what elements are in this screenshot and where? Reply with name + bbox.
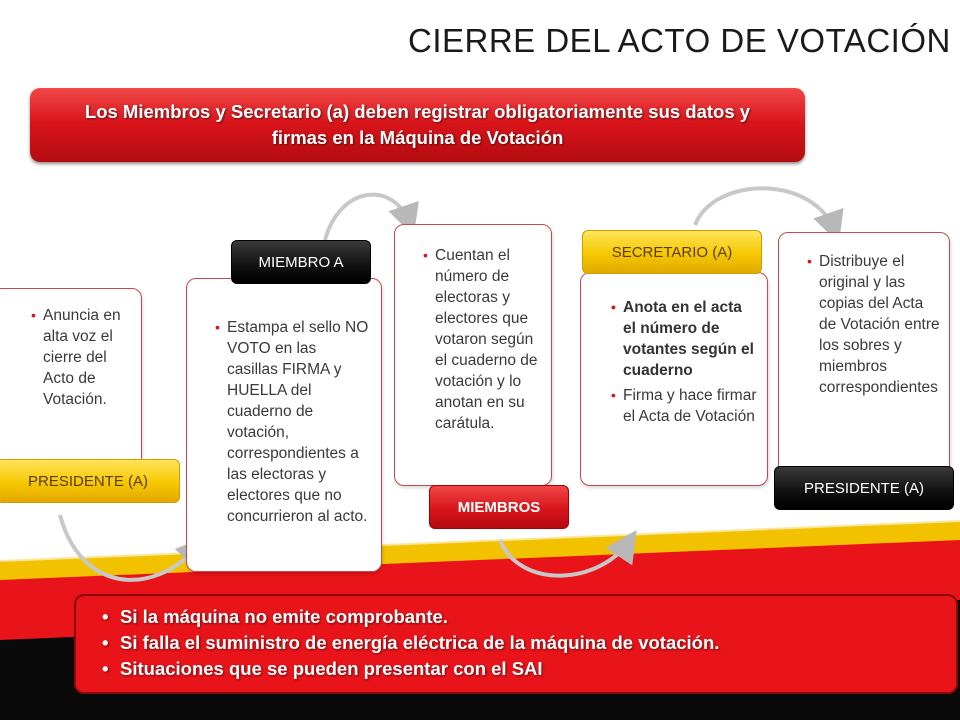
step-4-item-2: • Firma y hace firmar el Acta de Votación bbox=[623, 385, 757, 427]
step-card-miembro-a bbox=[186, 278, 382, 572]
role-tag-presidente-1: PRESIDENTE (A) bbox=[0, 459, 180, 503]
role-tag-miembro-a: MIEMBRO A bbox=[231, 240, 371, 284]
role-tag-secretario: SECRETARIO (A) bbox=[582, 230, 762, 274]
note-item: • Si falla el suministro de energía eléctrica de la máquina de votación. bbox=[120, 630, 956, 656]
step-2-item: • Estampa el sello NO VOTO en las casillas FIRMA y HUELLA del cuaderno de votación, correspondientes a las electoras y electores que no concurrieron al acto. bbox=[227, 317, 369, 527]
role-tag-miembros: MIEMBROS bbox=[429, 485, 569, 529]
page-title: CIERRE DEL ACTO DE VOTACIÓN bbox=[408, 22, 951, 59]
banner-text: Los Miembros y Secretario (a) deben registrar obligatoriamente sus datos y firmas en la Máquina de Votación bbox=[84, 101, 751, 148]
role-tag-presidente-2: PRESIDENTE (A) bbox=[774, 466, 954, 510]
signature-banner bbox=[30, 88, 805, 162]
step-4-item-1: • Anota en el acta el número de votantes según el cuaderno bbox=[623, 297, 757, 381]
step-card-presidente-2 bbox=[778, 232, 950, 482]
step-1-item: • Anuncia en alta voz el cierre del Acto de Votación. bbox=[43, 305, 131, 410]
step-card-miembros bbox=[394, 224, 552, 486]
step-card-presidente-1 bbox=[0, 288, 142, 468]
step-3-item: • Cuentan el número de electoras y electores que votaron según el cuaderno de votación y lo anotan en su carátula. bbox=[435, 245, 541, 434]
step-5-item: • Distribuye el original y las copias del Acta de Votación entre los sobres y miembros correspondientes bbox=[819, 251, 941, 398]
note-item: • Si la máquina no emite comprobante. bbox=[120, 604, 956, 630]
step-card-secretario bbox=[580, 272, 768, 486]
notes-box bbox=[74, 594, 958, 694]
note-item: • Situaciones que se pueden presentar con el SAI bbox=[120, 656, 956, 682]
